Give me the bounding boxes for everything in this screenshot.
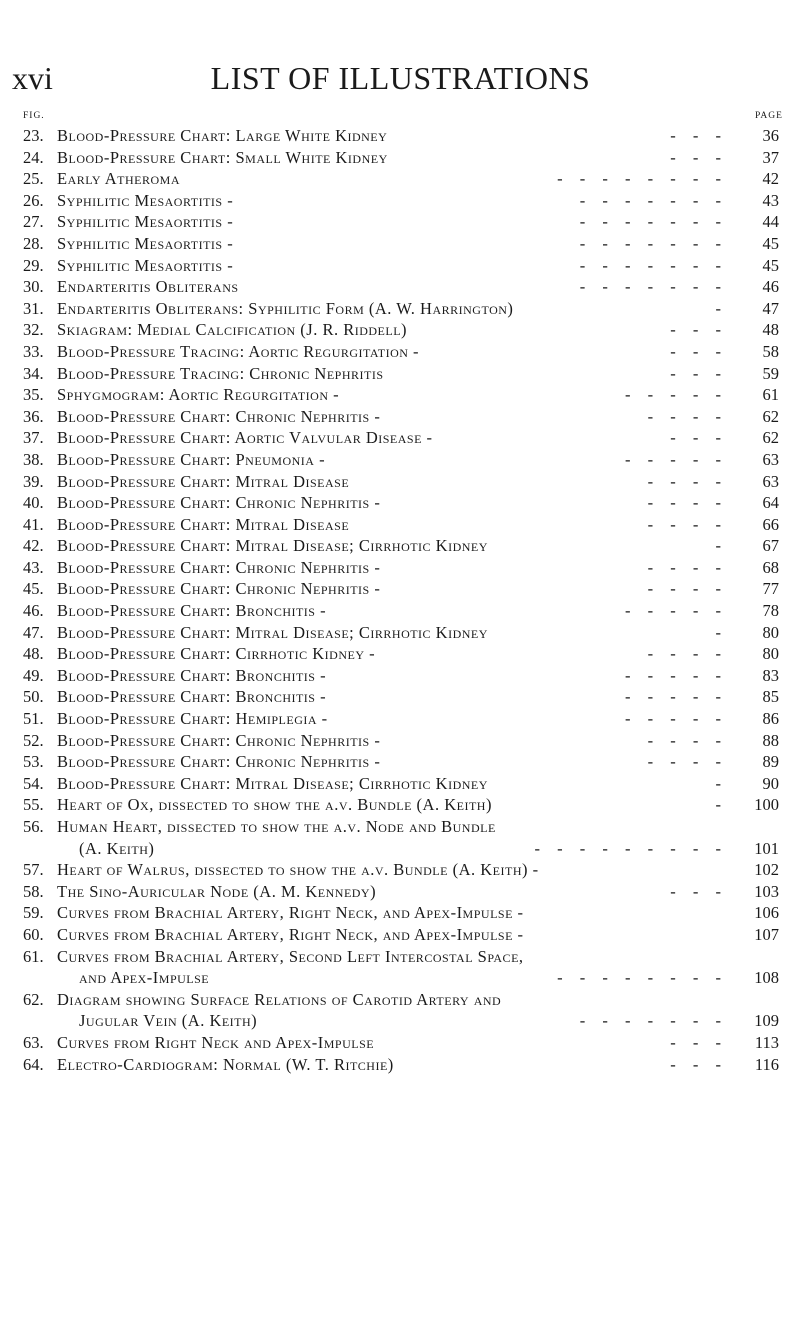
- entry-line: [0, 147, 801, 169]
- dot-leaders: - - -: [670, 1032, 721, 1052]
- dot-leaders: - - - - -: [625, 601, 721, 621]
- dot-leaders: - - -: [670, 1054, 721, 1074]
- entry-line: [0, 708, 801, 730]
- page-number: 108: [754, 968, 779, 988]
- figure-number: 38.: [23, 449, 44, 469]
- entry-line: [0, 773, 801, 795]
- page-number: 61: [762, 385, 779, 405]
- list-item: [0, 535, 801, 557]
- entry-line: [0, 449, 801, 471]
- entry-line: [0, 363, 801, 385]
- figure-title: Syphilitic Mesaortitis -: [57, 212, 234, 232]
- dot-leaders: - - - -: [647, 471, 721, 491]
- figure-title: Blood-Pressure Chart: Bronchitis -: [57, 665, 327, 685]
- figure-number: 24.: [23, 147, 44, 167]
- entry-line: [0, 902, 801, 924]
- figure-number: 47.: [23, 622, 44, 642]
- dot-leaders: - - - -: [647, 514, 721, 534]
- entry-line: [0, 1054, 801, 1076]
- page-number: 113: [754, 1032, 779, 1052]
- page-number: 102: [754, 860, 779, 880]
- page-number: 106: [754, 903, 779, 923]
- figure-number: 52.: [23, 730, 44, 750]
- entry-line: [0, 881, 801, 903]
- entry-line: [0, 341, 801, 363]
- dot-leaders: -: [715, 298, 721, 318]
- figure-title: The Sino-Auricular Node (A. M. Kennedy): [57, 881, 377, 901]
- list-item: [0, 449, 801, 471]
- entry-line: [0, 384, 801, 406]
- page-number: 66: [762, 514, 779, 534]
- figure-number: 31.: [23, 298, 44, 318]
- figure-number: 30.: [23, 277, 44, 297]
- page-number: 80: [762, 622, 779, 642]
- page-number: 101: [754, 838, 779, 858]
- figure-number: 53.: [23, 752, 44, 772]
- entry-line: [0, 816, 801, 838]
- figure-number: 41.: [23, 514, 44, 534]
- figure-title: Jugular Vein (A. Keith): [79, 1011, 258, 1031]
- dot-leaders: - - -: [670, 320, 721, 340]
- dot-leaders: - - - - - - -: [579, 277, 721, 297]
- list-item: [0, 514, 801, 536]
- figure-number: 54.: [23, 773, 44, 793]
- figure-number: 62.: [23, 989, 44, 1009]
- figure-number: 33.: [23, 341, 44, 361]
- figure-title: Endarteritis Obliterans: Syphilitic Form (A. W. Harrington): [57, 298, 514, 318]
- dot-leaders: -: [715, 773, 721, 793]
- entry-line: [0, 578, 801, 600]
- dot-leaders: - - - - - - - - -: [534, 838, 721, 858]
- list-item: [0, 276, 801, 298]
- figure-title: Blood-Pressure Chart: Mitral Disease; Cirrhotic Kidney: [57, 622, 488, 642]
- list-item: [0, 384, 801, 406]
- page-number: 116: [754, 1054, 779, 1074]
- figure-number: 23.: [23, 126, 44, 145]
- page-number: 62: [762, 428, 779, 448]
- list-item: [0, 147, 801, 169]
- entry-line: [0, 406, 801, 428]
- entry-line: [0, 794, 801, 816]
- figure-number: 60.: [23, 924, 44, 944]
- entry-line: [0, 1010, 801, 1032]
- entry-line: [0, 168, 801, 190]
- figure-title: Blood-Pressure Chart: Chronic Nephritis -: [57, 730, 381, 750]
- figure-title: Syphilitic Mesaortitis -: [57, 190, 234, 210]
- entry-line: [0, 276, 801, 298]
- dot-leaders: - - -: [670, 341, 721, 361]
- dot-leaders: - - - -: [647, 406, 721, 426]
- figure-title: Blood-Pressure Chart: Bronchitis -: [57, 687, 327, 707]
- running-title: LIST OF ILLUSTRATIONS: [210, 60, 591, 96]
- figure-number: 39.: [23, 471, 44, 491]
- figure-title: Blood-Pressure Chart: Mitral Disease: [57, 514, 350, 534]
- page-number: 107: [754, 924, 779, 944]
- figure-number: 56.: [23, 817, 44, 836]
- list-item: [0, 665, 801, 687]
- page-number: 46: [762, 277, 779, 297]
- entry-line: [0, 471, 801, 493]
- dot-leaders: - - -: [670, 147, 721, 167]
- figure-title: Curves from Brachial Artery, Second Left Intercostal Space,: [57, 946, 524, 966]
- dot-leaders: - - -: [670, 428, 721, 448]
- figure-title: Syphilitic Mesaortitis -: [57, 255, 234, 275]
- figure-title: Early Atheroma: [57, 169, 181, 189]
- page-column-label: PAGE: [755, 111, 783, 121]
- page-number: 44: [762, 212, 779, 232]
- list-item: [0, 255, 801, 277]
- dot-leaders: - - - - - - -: [579, 1011, 721, 1031]
- figure-number: 32.: [23, 320, 44, 340]
- figure-number: 51.: [23, 709, 44, 729]
- list-item: [0, 730, 801, 752]
- figure-number: 28.: [23, 233, 44, 253]
- page-number: 90: [762, 773, 779, 793]
- list-item: [0, 319, 801, 341]
- figure-title: Diagram showing Surface Relations of Carotid Artery and: [57, 989, 502, 1009]
- figure-title: Blood-Pressure Chart: Small White Kidney: [57, 147, 388, 167]
- list-item: [0, 600, 801, 622]
- list-item: [0, 708, 801, 730]
- figure-number: 49.: [23, 665, 44, 685]
- figure-number: 58.: [23, 881, 44, 901]
- figure-title: and Apex-Impulse: [79, 968, 210, 988]
- entry-line: [0, 319, 801, 341]
- figure-number: 27.: [23, 212, 44, 232]
- figure-number: 48.: [23, 644, 44, 664]
- list-item: [0, 578, 801, 600]
- entry-line: [0, 946, 801, 968]
- figure-title: Curves from Brachial Artery, Right Neck, and Apex-Impulse -: [57, 924, 524, 944]
- dot-leaders: - - - - -: [625, 449, 721, 469]
- figure-number: 43.: [23, 557, 44, 577]
- page-number: 63: [762, 471, 779, 491]
- dot-leaders: -: [715, 536, 721, 556]
- list-item: [0, 471, 801, 493]
- list-item: [0, 751, 801, 773]
- entry-line: [0, 643, 801, 665]
- list-item: [0, 773, 801, 795]
- list-item: [0, 1032, 801, 1054]
- entry-line: [0, 622, 801, 644]
- figure-title: Human Heart, dissected to show the a.v. Node and Bundle: [57, 817, 496, 836]
- page-number: 42: [762, 169, 779, 189]
- list-item: [0, 190, 801, 212]
- figure-title: Heart of Walrus, dissected to show the a.v. Bundle (A. Keith) -: [57, 860, 539, 880]
- entry-line: [0, 211, 801, 233]
- figure-title: Blood-Pressure Chart: Chronic Nephritis -: [57, 557, 381, 577]
- page-number: 86: [762, 709, 779, 729]
- figure-title: Blood-Pressure Tracing: Chronic Nephritis: [57, 363, 384, 383]
- list-item: [0, 924, 801, 946]
- page-number: 36: [762, 126, 779, 145]
- list-item: [0, 859, 801, 881]
- list-item: [0, 816, 801, 859]
- figure-title: Blood-Pressure Chart: Aortic Valvular Disease -: [57, 428, 433, 448]
- page-number: 43: [762, 190, 779, 210]
- page-number: 47: [762, 298, 779, 318]
- entry-line: [0, 751, 801, 773]
- list-item: [0, 298, 801, 320]
- dot-leaders: - - - -: [647, 493, 721, 513]
- figure-title: Sphygmogram: Aortic Regurgitation -: [57, 385, 340, 405]
- page-number: 63: [762, 449, 779, 469]
- fig-column-label: FIG.: [23, 111, 45, 121]
- dot-leaders: - - - -: [647, 557, 721, 577]
- entry-line: [0, 665, 801, 687]
- list-item: [0, 125, 801, 147]
- figure-number: 64.: [23, 1054, 44, 1074]
- list-item: [0, 989, 801, 1032]
- dot-leaders: - - - -: [647, 752, 721, 772]
- entry-line: [0, 967, 801, 989]
- figure-number: 36.: [23, 406, 44, 426]
- dot-leaders: - - - - -: [625, 665, 721, 685]
- page-number: 89: [762, 752, 779, 772]
- figure-title: Electro-Cardiogram: Normal (W. T. Ritchie): [57, 1054, 394, 1074]
- entry-line: [0, 298, 801, 320]
- figure-title: Endarteritis Obliterans: [57, 277, 239, 297]
- figure-title: Blood-Pressure Chart: Large White Kidney: [57, 126, 388, 145]
- figure-title: Blood-Pressure Chart: Pneumonia -: [57, 449, 326, 469]
- entry-line: [0, 859, 801, 881]
- page-number: 109: [754, 1011, 779, 1031]
- entry-line: [0, 255, 801, 277]
- entry-line: [0, 924, 801, 946]
- figure-number: 42.: [23, 536, 44, 556]
- page-number: 48: [762, 320, 779, 340]
- page-number: 103: [754, 881, 779, 901]
- entry-line: [0, 535, 801, 557]
- figure-number: 46.: [23, 601, 44, 621]
- figure-title: Skiagram: Medial Calcification (J. R. Riddell): [57, 320, 408, 340]
- entry-line: [0, 600, 801, 622]
- dot-leaders: -: [715, 795, 721, 815]
- dot-leaders: - - - - - - - -: [557, 169, 721, 189]
- figure-title: Blood-Pressure Chart: Chronic Nephritis -: [57, 406, 381, 426]
- figure-title: Blood-Pressure Chart: Mitral Disease; Cirrhotic Kidney: [57, 773, 488, 793]
- list-item: [0, 1054, 801, 1076]
- figure-number: 59.: [23, 903, 44, 923]
- figure-number: 45.: [23, 579, 44, 599]
- page-number: 83: [762, 665, 779, 685]
- page-number: 77: [762, 579, 779, 599]
- dot-leaders: - - -: [670, 363, 721, 383]
- dot-leaders: - - - - - - -: [579, 212, 721, 232]
- page-number: 58: [762, 341, 779, 361]
- page-number: 59: [762, 363, 779, 383]
- entry-line: [0, 1032, 801, 1054]
- figure-title: Curves from Brachial Artery, Right Neck, and Apex-Impulse -: [57, 903, 524, 923]
- entry-line: [0, 989, 801, 1011]
- dot-leaders: - - - - -: [625, 709, 721, 729]
- entry-line: [0, 514, 801, 536]
- figure-title: Blood-Pressure Chart: Mitral Disease; Cirrhotic Kidney: [57, 536, 488, 556]
- figure-title: Blood-Pressure Chart: Mitral Disease: [57, 471, 350, 491]
- figure-number: 63.: [23, 1032, 44, 1052]
- list-item: [0, 492, 801, 514]
- page-number: 45: [762, 233, 779, 253]
- page-header: [0, 58, 801, 98]
- entry-line: [0, 557, 801, 579]
- figure-number: 34.: [23, 363, 44, 383]
- illustrations-list: [0, 125, 801, 1075]
- figure-number: 57.: [23, 860, 44, 880]
- list-item: [0, 211, 801, 233]
- figure-number: 37.: [23, 428, 44, 448]
- figure-title: Blood-Pressure Chart: Chronic Nephritis -: [57, 752, 381, 772]
- figure-title: Blood-Pressure Chart: Chronic Nephritis -: [57, 579, 381, 599]
- list-item: [0, 557, 801, 579]
- dot-leaders: - - - - - - - -: [557, 968, 721, 988]
- entry-line: [0, 730, 801, 752]
- figure-title: Curves from Right Neck and Apex-Impulse: [57, 1032, 375, 1052]
- list-item: [0, 622, 801, 644]
- figure-number: 29.: [23, 255, 44, 275]
- figure-title: Blood-Pressure Chart: Cirrhotic Kidney -: [57, 644, 376, 664]
- dot-leaders: - - - - - - -: [579, 233, 721, 253]
- dot-leaders: - - - -: [647, 644, 721, 664]
- list-item: [0, 902, 801, 924]
- dot-leaders: - - -: [670, 881, 721, 901]
- figure-title: Syphilitic Mesaortitis -: [57, 233, 234, 253]
- figure-number: 40.: [23, 493, 44, 513]
- page-folio: xvi: [12, 60, 53, 96]
- page-number: 64: [762, 493, 779, 513]
- list-item: [0, 643, 801, 665]
- list-item: [0, 686, 801, 708]
- page-number: 37: [762, 147, 779, 167]
- entry-line: [0, 125, 801, 147]
- list-item: [0, 233, 801, 255]
- list-item: [0, 946, 801, 989]
- figure-title: Blood-Pressure Chart: Hemiplegia -: [57, 709, 328, 729]
- page-number: 68: [762, 557, 779, 577]
- figure-title: Blood-Pressure Chart: Chronic Nephritis -: [57, 493, 381, 513]
- figure-number: 25.: [23, 169, 44, 189]
- dot-leaders: - - - -: [647, 579, 721, 599]
- dot-leaders: -: [715, 622, 721, 642]
- dot-leaders: - - -: [670, 126, 721, 145]
- entry-line: [0, 838, 801, 860]
- entry-line: [0, 427, 801, 449]
- figure-number: 61.: [23, 946, 44, 966]
- figure-title: Blood-Pressure Tracing: Aortic Regurgitation -: [57, 341, 420, 361]
- dot-leaders: - - - - - - -: [579, 255, 721, 275]
- figure-number: 35.: [23, 385, 44, 405]
- figure-number: 26.: [23, 190, 44, 210]
- figure-title: Heart of Ox, dissected to show the a.v. Bundle (A. Keith): [57, 795, 492, 815]
- page-number: 78: [762, 601, 779, 621]
- entry-line: [0, 686, 801, 708]
- page-number: 100: [754, 795, 779, 815]
- list-item: [0, 881, 801, 903]
- figure-number: 55.: [23, 795, 44, 815]
- list-item: [0, 363, 801, 385]
- dot-leaders: - - - - -: [625, 687, 721, 707]
- figure-number: 50.: [23, 687, 44, 707]
- figure-title: Blood-Pressure Chart: Bronchitis -: [57, 601, 327, 621]
- list-item: [0, 427, 801, 449]
- page-number: 67: [762, 536, 779, 556]
- list-item: [0, 794, 801, 816]
- page-number: 88: [762, 730, 779, 750]
- dot-leaders: - - - -: [647, 730, 721, 750]
- entry-line: [0, 233, 801, 255]
- figure-title: (A. Keith): [79, 838, 155, 858]
- list-item: [0, 406, 801, 428]
- page-number: 62: [762, 406, 779, 426]
- page-number: 85: [762, 687, 779, 707]
- list-item: [0, 168, 801, 190]
- list-item: [0, 341, 801, 363]
- page-number: 80: [762, 644, 779, 664]
- entry-line: [0, 190, 801, 212]
- entry-line: [0, 492, 801, 514]
- dot-leaders: - - - - -: [625, 385, 721, 405]
- dot-leaders: - - - - - - -: [579, 190, 721, 210]
- page-number: 45: [762, 255, 779, 275]
